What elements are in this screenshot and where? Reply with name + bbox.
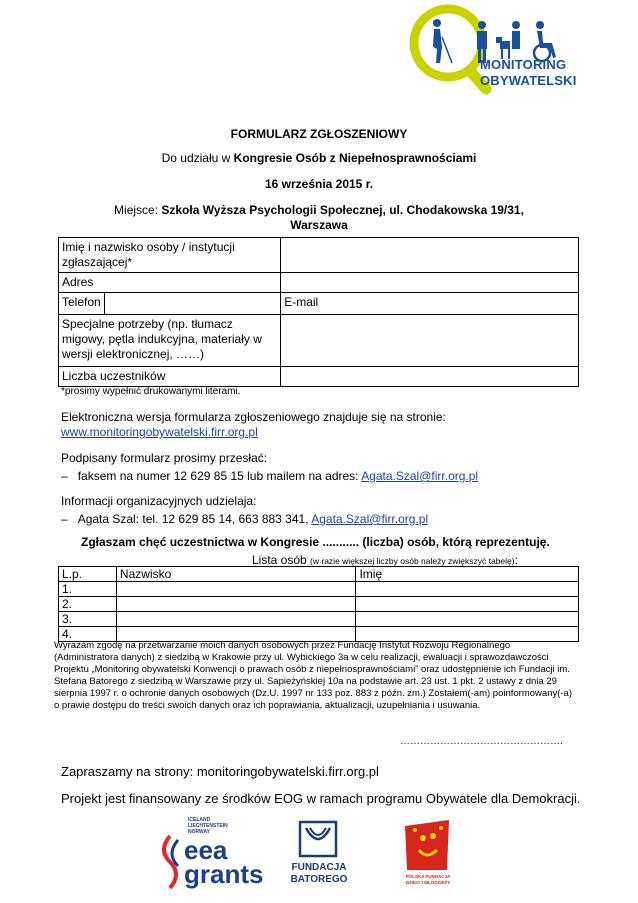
batory-emblem-icon — [298, 820, 338, 858]
org-item: – Agata Szal: tel. 12 629 85 14, 663 883 341, Agata.Szal@firr.org.pl — [61, 512, 429, 526]
eea-country-2: LIECHTENSTEIN — [188, 823, 228, 829]
consent-text — [54, 640, 594, 712]
name-label: Imię i nazwisko osoby / instytucji zgłaszającej* — [59, 238, 281, 273]
grants-word: grants — [184, 859, 264, 889]
batory-text — [283, 862, 355, 886]
org-text: Informacji organizacyjnych udzielaja: — [61, 494, 257, 508]
surname-field[interactable] — [116, 582, 356, 597]
eea-grants-logo — [156, 812, 264, 892]
table-row: 2. — [59, 597, 117, 612]
form-footnote: *prosimy wypełnić drukowanymi literami. — [61, 386, 241, 397]
count-field[interactable] — [281, 367, 579, 387]
logo-line-2: OBYWATELSKI — [480, 73, 577, 88]
org-item-text: Agata Szal: tel. 12 629 85 14, 663 883 341, — [77, 512, 312, 526]
invite-prefix: Do udziału w — [161, 151, 234, 165]
batory-line-1: FUNDACJA — [291, 862, 347, 873]
eea-country-1: ICELAND — [188, 817, 211, 823]
table-row: 1. — [59, 582, 117, 597]
electronic-link[interactable]: www.monitoringobywatelski.firr.org.pl — [61, 425, 258, 439]
list-title: Lista osób — [252, 553, 307, 567]
place-prefix: Miejsce: — [114, 203, 162, 217]
send-text: Podpisany formularz prosimy przesłać: — [61, 451, 268, 465]
eea-countries — [188, 817, 228, 835]
firstname-field[interactable] — [356, 612, 579, 627]
declaration: Zgłaszam chęć uczestnictwa w Kongresie ........... (liczba) osób, którą reprezentuję. — [81, 535, 550, 549]
consent-line: Projektu „Monitoring obywatelski Konwencji o prawach osób z niepełnosprawnościami” oraz udostępnienie ich Fundacji im. — [54, 664, 570, 675]
table-row: 4. — [59, 627, 117, 642]
consent-line: sierpnia 1997 r. o ochronie danych osobowych (Dz.U. 1997 nr 133 poz. 883 z późn. zm.) Zostałem(-am) poinformowany(-a) — [54, 688, 572, 699]
invite-congress: Kongresie Osób z Niepełnosprawnościami — [233, 151, 477, 165]
address-field[interactable] — [281, 273, 579, 293]
send-item: – faksem na numer 12 629 85 15 lub mailem na adres: Agata.Szal@firr.org.pl — [61, 469, 479, 483]
signature-line: …………………………………………. — [400, 736, 563, 747]
monitoring-logo — [404, 3, 604, 95]
place-city: Warszawa — [290, 218, 348, 232]
info-section — [61, 410, 581, 550]
fundacja-batorego-logo — [283, 820, 355, 892]
address-label: Adres — [59, 273, 281, 293]
footer-invite: Zapraszamy na strony: monitoringobywatelski.firr.org.pl — [61, 764, 379, 779]
count-label: Liczba uczestników — [59, 367, 281, 387]
name-field[interactable] — [281, 238, 579, 273]
col-header-surname: Nazwisko — [116, 567, 356, 582]
pfdim-logo — [397, 814, 459, 894]
phone-label: Telefon — [59, 293, 105, 315]
table-row: 3. — [59, 612, 117, 627]
email-field[interactable] — [321, 293, 578, 313]
pfdim-line-2: DZIECI I MŁODZIEŻY — [405, 880, 451, 885]
eea-country-3: NORWAY — [188, 829, 210, 835]
eea-word: eea — [184, 835, 228, 865]
consent-line: Wyrażam zgodę na przetwarzanie moich danych osobowych przez Fundację Instytut Rozwoju Regionalnego — [54, 640, 511, 651]
consent-line: (Administratora danych) z siedzibą w Krakowie przy ul. Wybickiego 3a w celu realizacji, ewaluacji i sprawozdawczości — [54, 652, 549, 663]
email-cell — [281, 293, 579, 315]
place-address: Szkoła Wyższa Psychologii Społecznej, ul. Chodakowska 19/31, — [161, 203, 524, 217]
list-title-note: (w razie większej liczby osób należy zwiększyć tabelę) — [310, 556, 515, 566]
page-title: FORMULARZ ZGŁOSZENIOWY — [230, 127, 408, 141]
event-place — [0, 203, 638, 233]
batory-line-2: BATOREGO — [290, 874, 348, 885]
eea-wordmark — [184, 835, 264, 889]
firstname-field[interactable] — [356, 597, 579, 612]
needs-field[interactable] — [281, 315, 579, 367]
invite-line — [0, 151, 638, 165]
consent-line: o prawie dostępu do treści swoich danych oraz ich poprawiania, aktualizacji, uzupełniania i usuwania. — [54, 700, 481, 711]
electronic-text: Elektroniczna wersja formularza zgłoszeniowego znajduje się na stronie: — [61, 410, 446, 424]
surname-field[interactable] — [116, 612, 356, 627]
send-item-text: faksem na numer 12 629 85 15 lub mailem na adres: — [77, 469, 362, 483]
pfdim-line-1: POLSKA FUNDACJA — [405, 874, 451, 879]
list-title-colon: : — [514, 553, 518, 567]
send-email-link[interactable]: Agata.Szal@firr.org.pl — [361, 469, 479, 483]
pfdim-emblem-icon — [397, 814, 457, 872]
email-label: E-mail — [284, 295, 319, 309]
pfdim-text — [393, 874, 463, 886]
list-title-line — [252, 553, 518, 567]
phone-field[interactable] — [104, 293, 281, 315]
needs-label: Specjalne potrzeby (np. tłumacz migowy, pętla indukcyjna, materiały w wersji elektronicznej, ……) — [59, 315, 281, 367]
footer-funding: Projekt jest finansowany ze środków EOG w ramach programu Obywatele dla Demokracji. — [61, 791, 581, 806]
consent-line: Stefana Batorego z siedzibą w Warszawie przy ul. Sapieżyńskiej 10a na podstawie art. 23 ust. 1 pkt. 2 ustawy z dnia 29 — [54, 676, 557, 687]
persons-table — [58, 566, 579, 642]
col-header-lp: L.p. — [59, 567, 117, 582]
surname-field[interactable] — [116, 597, 356, 612]
logo-line-1: MONITORING — [480, 57, 567, 72]
org-email-link[interactable]: Agata.Szal@firr.org.pl — [311, 512, 429, 526]
registration-form-table — [58, 237, 579, 387]
event-date: 16 września 2015 r. — [264, 177, 374, 191]
firstname-field[interactable] — [356, 582, 579, 597]
col-header-name: Imię — [356, 567, 579, 582]
